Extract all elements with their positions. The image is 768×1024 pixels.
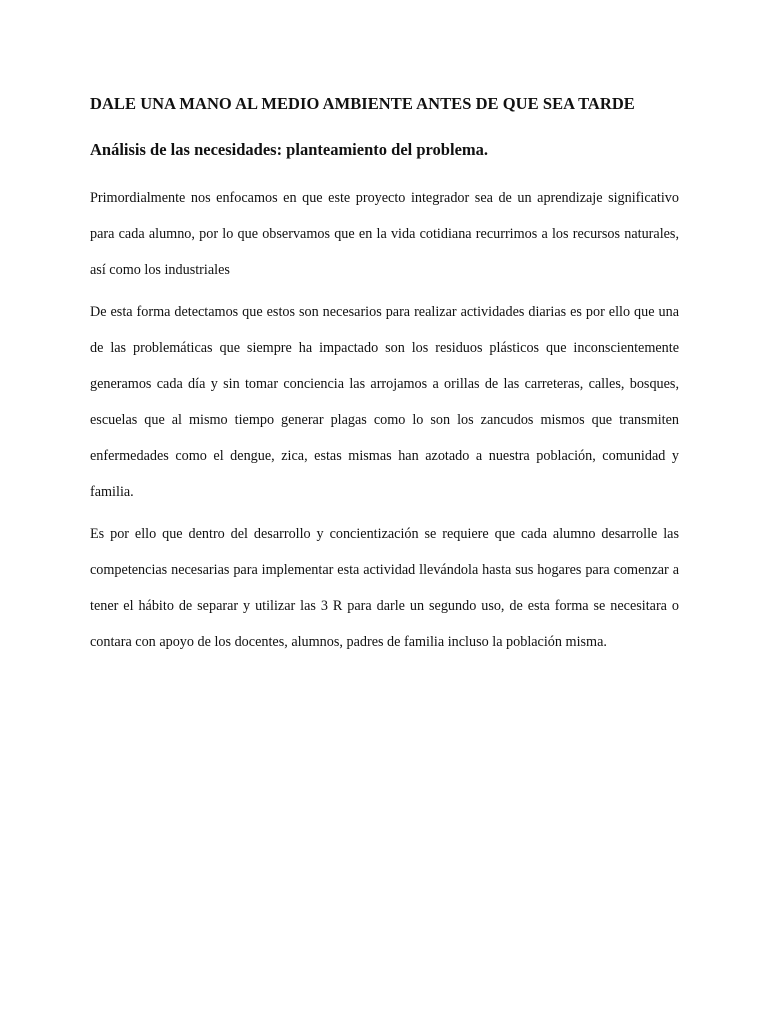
paragraph-3: Es por ello que dentro del desarrollo y concientización se requiere que cada alumno desarrolle las competencias necesarias para implementar esta actividad llevándola hasta sus hogares para comenzar a tener el hábito de separar y utilizar las 3 R para darle un segundo uso, de esta forma se necesitara o contara con apoyo de los docentes, alumnos, padres de familia incluso la población misma.	[90, 526, 679, 650]
paragraph-2: De esta forma detectamos que estos son necesarios para realizar actividades diarias es por ello que una de las problemáticas que siempre ha impactado son los residuos plásticos que inconscientemente generamos cada día y sin tomar conciencia las arrojamos a orillas de las carreteras, calles, bosques, escuelas que al mismo tiempo generar plagas como lo son los zancudos mismos que transmiten enfermedades como el dengue, zica, estas mismas han azotado a nuestra población, comunidad y familia.	[90, 304, 679, 500]
document-title: DALE UNA MANO AL MEDIO AMBIENTE ANTES DE QUE SEA TARDE	[90, 94, 635, 113]
document-body	[90, 93, 679, 660]
section-heading: Análisis de las necesidades: planteamiento del problema.	[90, 140, 489, 159]
paragraph-1: Primordialmente nos enfocamos en que este proyecto integrador sea de un aprendizaje significativo para cada alumno, por lo que observamos que en la vida cotidiana recurrimos a los recursos naturales, así como los industriales	[90, 190, 679, 278]
